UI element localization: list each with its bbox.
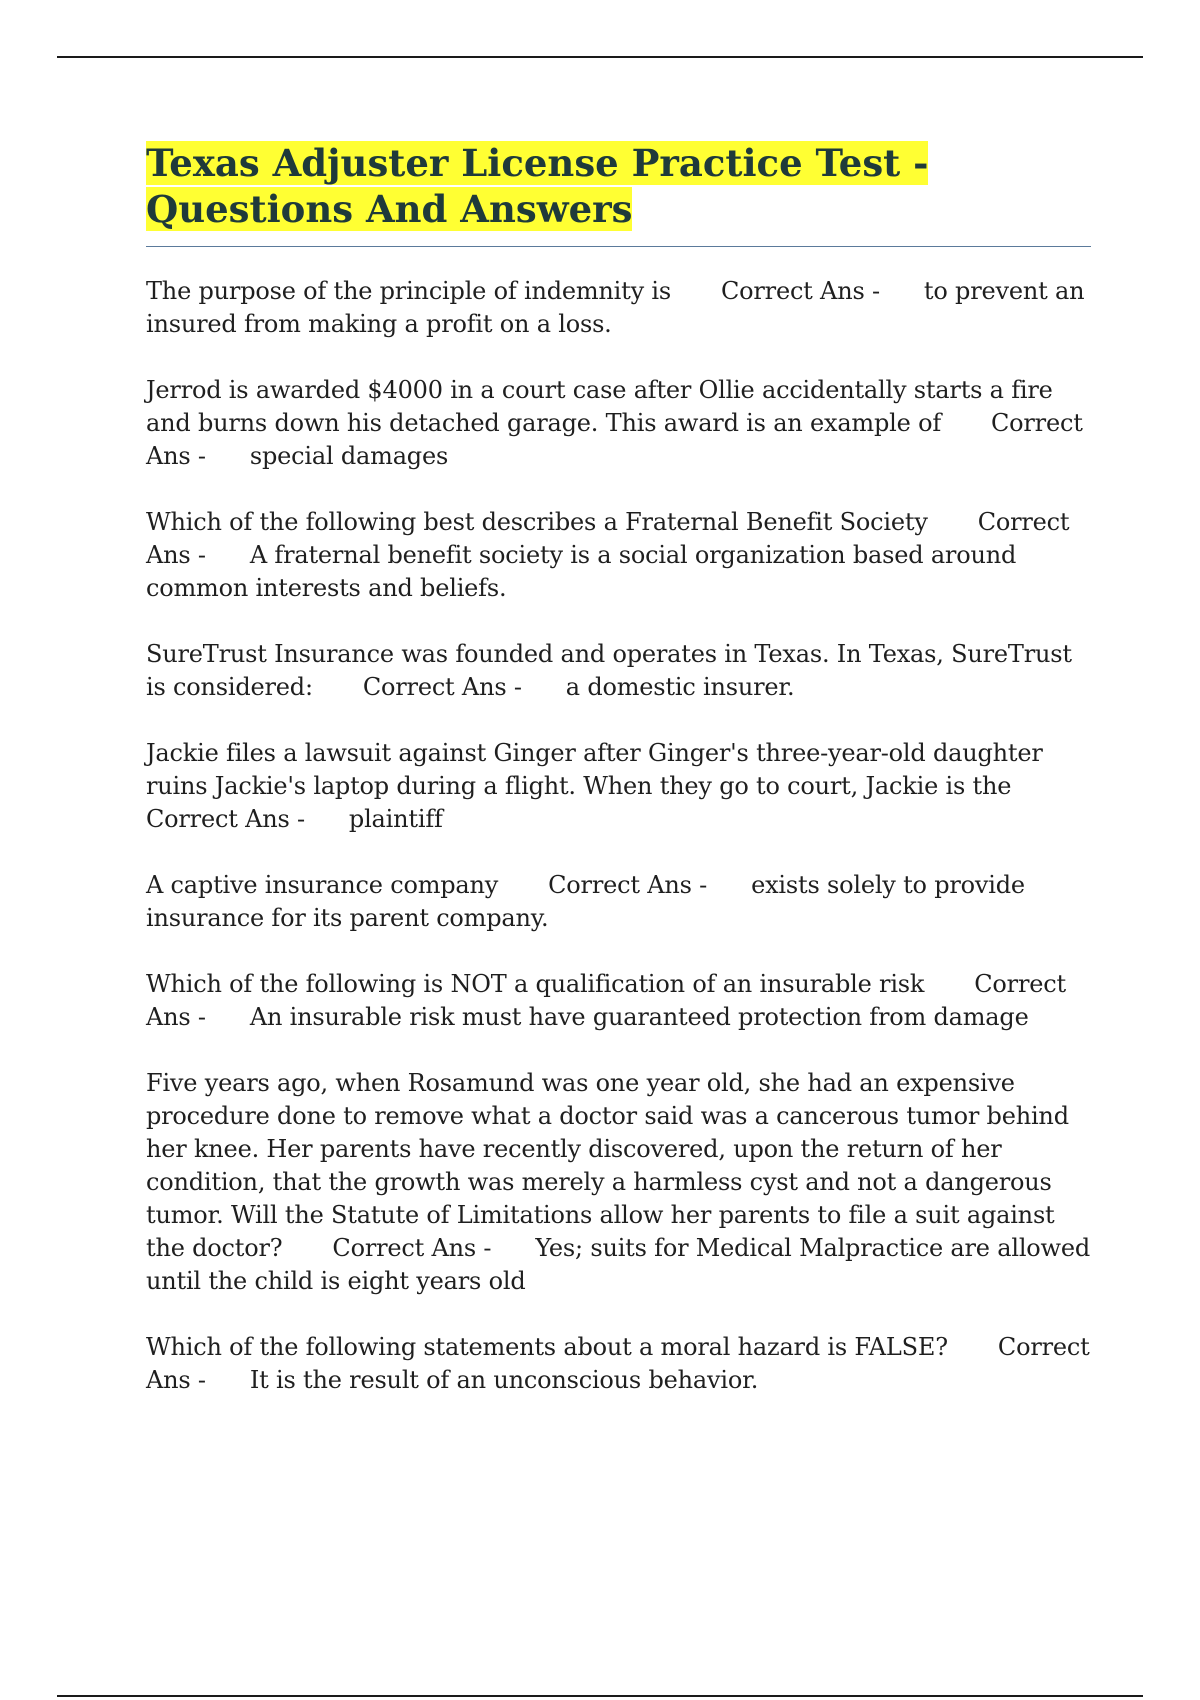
qa-item bbox=[146, 869, 1091, 935]
answer-label: Correct Ans - bbox=[146, 1333, 1090, 1394]
answer-text: special damages bbox=[249, 442, 449, 470]
qa-list bbox=[146, 275, 1091, 1397]
answer-label: Correct Ans - bbox=[362, 673, 522, 701]
document-body bbox=[146, 140, 1091, 1430]
qa-item bbox=[146, 737, 1091, 836]
answer-label: Correct Ans - bbox=[146, 805, 305, 833]
page-bottom-rule bbox=[57, 1695, 1143, 1697]
document-title-highlight: Texas Adjuster License Practice Test - Questions And Answers bbox=[146, 141, 929, 231]
answer-text: plaintiff bbox=[348, 805, 443, 833]
answer-label: Correct Ans - bbox=[146, 970, 1066, 1031]
question-text: Which of the following is NOT a qualification of an insurable risk bbox=[146, 970, 925, 998]
answer-label: Correct Ans - bbox=[332, 1234, 492, 1262]
answer-text: exists solely to provide insurance for its parent company. bbox=[146, 871, 1025, 932]
answer-text: It is the result of an unconscious behavior. bbox=[249, 1366, 759, 1394]
document-title bbox=[146, 140, 1091, 232]
answer-label: Correct Ans - bbox=[548, 871, 708, 899]
answer-text: a domestic insurer. bbox=[565, 673, 795, 701]
qa-item bbox=[146, 1067, 1091, 1298]
answer-label: Correct Ans - bbox=[720, 277, 880, 305]
page-top-rule bbox=[57, 56, 1143, 58]
qa-item bbox=[146, 506, 1091, 605]
answer-text: to prevent an insured from making a profit on a loss. bbox=[146, 277, 1085, 338]
question-text: Jerrod is awarded $4000 in a court case after Ollie accidentally starts a fire and burns down his detached garage. This award is an example of bbox=[146, 376, 1053, 437]
question-text: Which of the following statements about a moral hazard is FALSE? bbox=[146, 1333, 948, 1361]
qa-item bbox=[146, 1331, 1091, 1397]
title-block bbox=[146, 140, 1091, 247]
answer-text: Yes; suits for Medical Malpractice are allowed until the child is eight years old bbox=[146, 1234, 1091, 1295]
qa-item bbox=[146, 968, 1091, 1034]
answer-text: A fraternal benefit society is a social organization based around common interests and beliefs. bbox=[146, 541, 1017, 602]
question-text: Jackie files a lawsuit against Ginger after Ginger's three-year-old daughter ruins Jackie's laptop during a flight. When they go to court, Jackie is the bbox=[146, 739, 1043, 800]
question-text: A captive insurance company bbox=[146, 871, 499, 899]
answer-label: Correct Ans - bbox=[146, 508, 1070, 569]
qa-item bbox=[146, 275, 1091, 341]
question-text: Five years ago, when Rosamund was one year old, she had an expensive procedure done to remove what a doctor said was a cancerous tumor behind her knee. Her parents have recently discovered, upon the return of her condition, that the growth was merely a harmless cyst and not a dangerous tumor. Will the Statute of Limitations allow her parents to file a suit against the doctor? bbox=[146, 1069, 1069, 1262]
question-text: SureTrust Insurance was founded and operates in Texas. In Texas, SureTrust is considered: bbox=[146, 640, 1072, 701]
answer-text: An insurable risk must have guaranteed protection from damage bbox=[249, 1003, 1029, 1031]
question-text: The purpose of the principle of indemnity is bbox=[146, 277, 671, 305]
question-text: Which of the following best describes a Fraternal Benefit Society bbox=[146, 508, 928, 536]
answer-label: Correct Ans - bbox=[146, 409, 1083, 470]
qa-item bbox=[146, 374, 1091, 473]
qa-item bbox=[146, 638, 1091, 704]
